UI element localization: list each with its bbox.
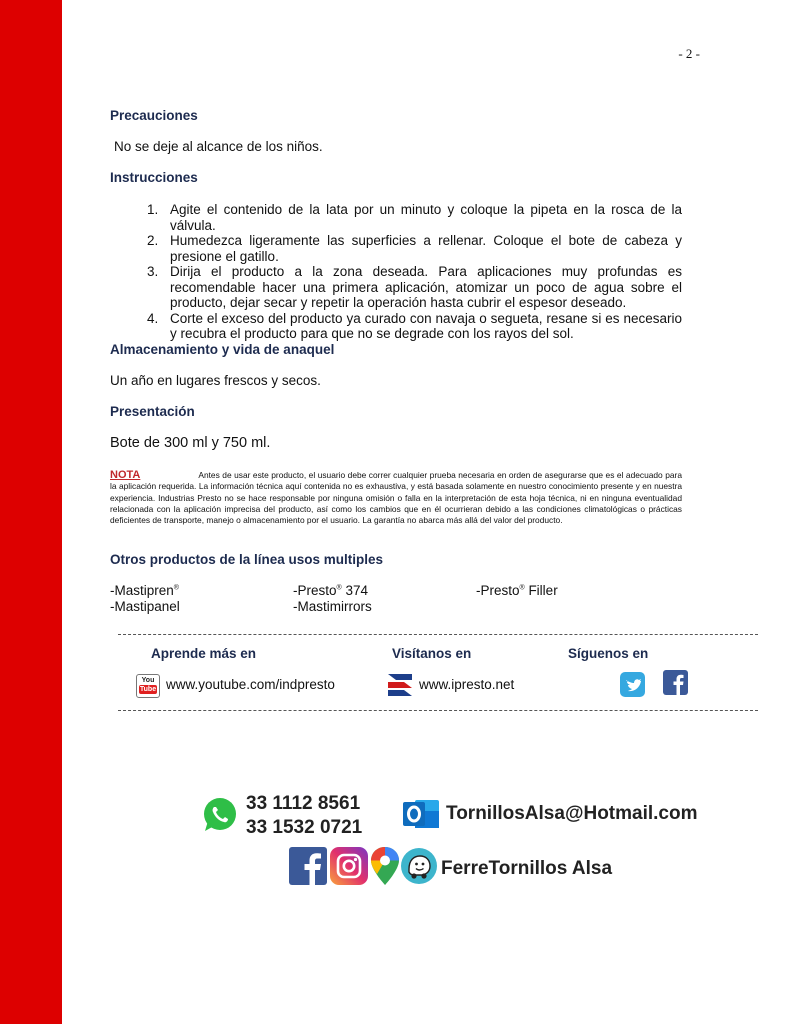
instrucciones-heading: Instrucciones <box>110 170 198 185</box>
otros-productos-heading: Otros productos de la línea usos multiples <box>110 552 384 567</box>
google-maps-icon[interactable] <box>370 846 400 886</box>
twitter-icon[interactable] <box>620 672 645 697</box>
instruction-text: Humedezca ligeramente las superficies a rellenar. Coloque el bote de cabeza y presione el gatillo. <box>170 233 682 264</box>
whatsapp-icon[interactable] <box>201 796 238 833</box>
phone-number-1[interactable]: 33 1112 8561 <box>246 793 361 814</box>
product-item: -Mastimirrors <box>293 599 372 614</box>
siguenos-heading: Síguenos en <box>568 646 649 661</box>
almacenamiento-heading: Almacenamiento y vida de anaquel <box>110 342 335 357</box>
visitanos-heading: Visítanos en <box>392 646 472 661</box>
facebook-icon[interactable] <box>289 847 327 885</box>
precauciones-text: No se deje al alcance de los niños. <box>114 139 323 154</box>
facebook-icon[interactable] <box>663 670 688 695</box>
social-account-name: FerreTornillos Alsa <box>441 858 613 879</box>
product-item: -Mastipanel <box>110 599 180 614</box>
instagram-icon[interactable] <box>330 847 368 885</box>
instruction-text: Agite el contenido de la lata por un minuto y coloque la pipeta en la rosca de la válvula. <box>170 202 682 233</box>
presentacion-text: Bote de 300 ml y 750 ml. <box>110 435 271 451</box>
instruction-number: 1. <box>147 202 159 217</box>
aprende-heading: Aprende más en <box>151 646 257 661</box>
precauciones-heading: Precauciones <box>110 108 198 123</box>
nota-label: NOTA <box>110 469 141 481</box>
dashed-divider-bottom <box>118 710 758 711</box>
instruction-number: 3. <box>147 264 159 279</box>
page-number: - 2 - <box>678 46 700 61</box>
youtube-link[interactable]: www.youtube.com/indpresto <box>166 677 335 692</box>
product-item: -Presto® 374 <box>293 583 368 598</box>
dashed-divider-top <box>118 634 758 635</box>
outlook-icon[interactable] <box>403 797 441 831</box>
email-address[interactable]: TornillosAlsa@Hotmail.com <box>446 803 698 824</box>
instruction-item <box>110 202 682 233</box>
instructions-list <box>110 202 682 342</box>
instruction-item <box>110 311 682 342</box>
website-link[interactable]: www.ipresto.net <box>419 677 515 692</box>
nota-text: Antes de usar este producto, el usuario debe correr cualquier prueba necesaria en orden de asegurarse que es el adecuado para la aplicación requerida. La información técnica aquí contenida no es exhaustiva, y está basada solamente en nuestro conocimiento presente y en nuestra experiencia. Industrias Presto no se hace responsable por ninguna omisión o falla en la interpretación de esta hoja técnica, ni en ninguna eventualidad relacionada con la aplicación imprecisa del producto, así como los cambios que en él ocurrieran debido a las condiciones climatológicas o prácticas deficientes de transporte, manejo o almacenamiento por el usuario. La garantía no abarca más allá del valor del producto. <box>110 470 682 526</box>
instruction-text: Dirija el producto a la zona deseada. Para aplicaciones muy profundas es recomendable hacer una primera aplicación, atomizar un poco de agua sobre el producto, dejar secar y repetir la operación hasta cubrir el espesor deseado. <box>170 264 682 310</box>
almacenamiento-text: Un año en lugares frescos y secos. <box>110 373 321 388</box>
instruction-item <box>110 264 682 311</box>
product-item: -Mastipren® <box>110 583 179 598</box>
instruction-number: 2. <box>147 233 159 248</box>
nota-paragraph <box>110 470 682 526</box>
instruction-number: 4. <box>147 310 159 326</box>
presentacion-heading: Presentación <box>110 404 195 419</box>
instruction-text: Corte el exceso del producto ya curado con navaja o segueta, resane si es necesario y recubra el producto para que no se degrade con los rayos del sol. <box>170 310 682 341</box>
instruction-item <box>110 233 682 264</box>
waze-icon[interactable] <box>400 847 438 885</box>
product-item: -Presto® Filler <box>476 583 558 598</box>
phone-number-2[interactable]: 33 1532 0721 <box>246 817 363 838</box>
presto-logo-icon <box>388 674 412 696</box>
red-side-bar <box>0 0 62 1024</box>
youtube-icon[interactable]: You Tube <box>136 674 160 698</box>
